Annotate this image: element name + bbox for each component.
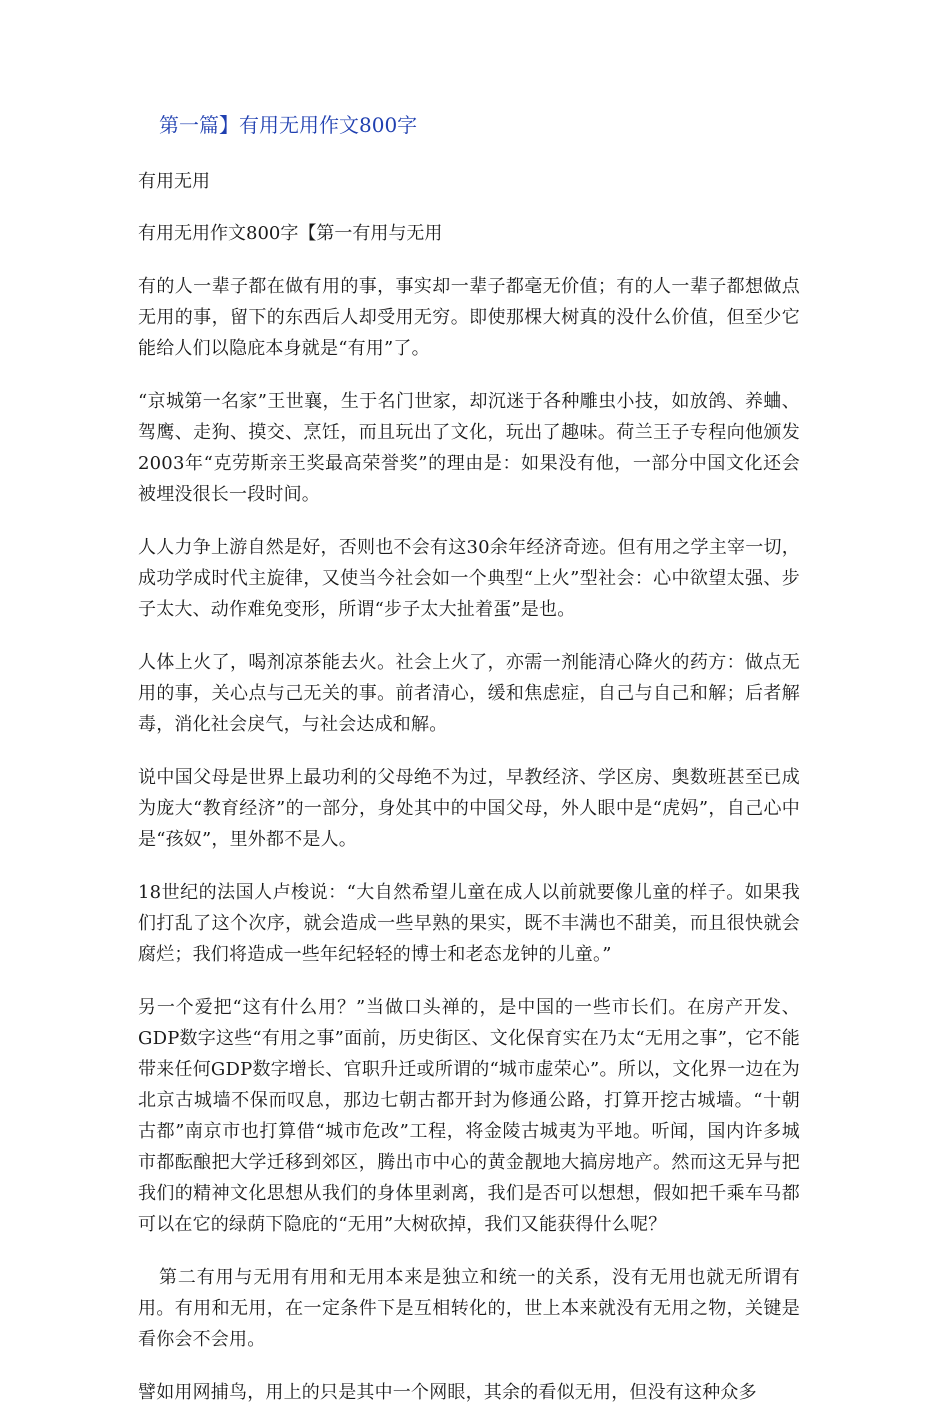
paragraph-5: 说中国父母是世界上最功利的父母绝不为过，早教经济、学区房、奥数班甚至已成为庞大“教育经济”的一部分，身处其中的中国父母，外人眼中是“虎妈”，自己心中是“孩奴”，里外都不是人。 bbox=[138, 767, 800, 850]
paragraph-8: 第二有用与无用有用和无用本来是独立和统一的关系，没有无用也就无所谓有用。有用和无用，在一定条件下是互相转化的，世上本来就没有无用之物，关键是看你会不会用。 bbox=[138, 1267, 800, 1350]
paragraph-7: 另一个爱把“这有什么用？”当做口头禅的，是中国的一些市长们。在房产开发、GDP数字这些“有用之事”面前，历史街区、文化保育实在乃太“无用之事”，它不能带来任何GDP数字增长、官职升迁或所谓的“城市虚荣心”。所以，文化界一边在为北京古城墙不保而叹息，那边七朝古都开封为修通公路，打算开挖古城墙。“十朝古都”南京市也打算借“城市危改”工程，将金陵古城夷为平地。听闻，国内许多城市都酝酿把大学迁移到郊区，腾出市中心的黄金靓地大搞房地产。然而这无异与把我们的精神文化思想从我们的身体里剥离，我们是否可以想想，假如把千乘车马都可以在它的绿荫下隐庇的“无用”大树砍掉，我们又能获得什么呢？ bbox=[138, 997, 800, 1235]
paragraph-6: 18世纪的法国人卢梭说：“大自然希望儿童在成人以前就要像儿童的样子。如果我们打乱了这个次序，就会造成一些早熟的果实，既不丰满也不甜美，而且很快就会腐烂；我们将造成一些年纪轻轻的博士和老态龙钟的儿童。” bbox=[138, 882, 800, 965]
document-title: 第一篇】有用无用作文800字 bbox=[159, 113, 418, 137]
paragraph-1: 有的人一辈子都在做有用的事，事实却一辈子都毫无价值；有的人一辈子都想做点无用的事，留下的东西后人却受用无穷。即使那棵大树真的没什么价值，但至少它能给人们以隐庇本身就是“有用”了。 bbox=[138, 276, 800, 359]
paragraph-4: 人体上火了，喝剂凉茶能去火。社会上火了，亦需一剂能清心降火的药方：做点无用的事，关心点与己无关的事。前者清心，缓和焦虑症，自己与自己和解；后者解毒，消化社会戾气，与社会达成和解。 bbox=[138, 652, 800, 735]
paragraph-9: 譬如用网捕鸟，用上的只是其中一个网眼，其余的看似无用，但没有这种众多 bbox=[138, 1382, 757, 1403]
paragraph-2: “京城第一名家”王世襄，生于名门世家，却沉迷于各种雕虫小技，如放鸽、养蛐、驾鹰、走狗、摸交、烹饪，而且玩出了文化，玩出了趣味。荷兰王子专程向他颁发2003年“克劳斯亲王奖最高荣誉奖”的理由是：如果没有他，一部分中国文化还会被埋没很长一段时间。 bbox=[138, 391, 800, 505]
document-body bbox=[138, 110, 800, 1408]
section-heading: 有用无用 bbox=[138, 171, 210, 192]
essay-heading: 有用无用作文800字【第一有用与无用 bbox=[138, 223, 443, 244]
paragraph-3: 人人力争上游自然是好，否则也不会有这30余年经济奇迹。但有用之学主宰一切，成功学成时代主旋律，又使当今社会如一个典型“上火”型社会：心中欲望太强、步子太大、动作难免变形，所谓“步子太大扯着蛋”是也。 bbox=[138, 537, 800, 620]
